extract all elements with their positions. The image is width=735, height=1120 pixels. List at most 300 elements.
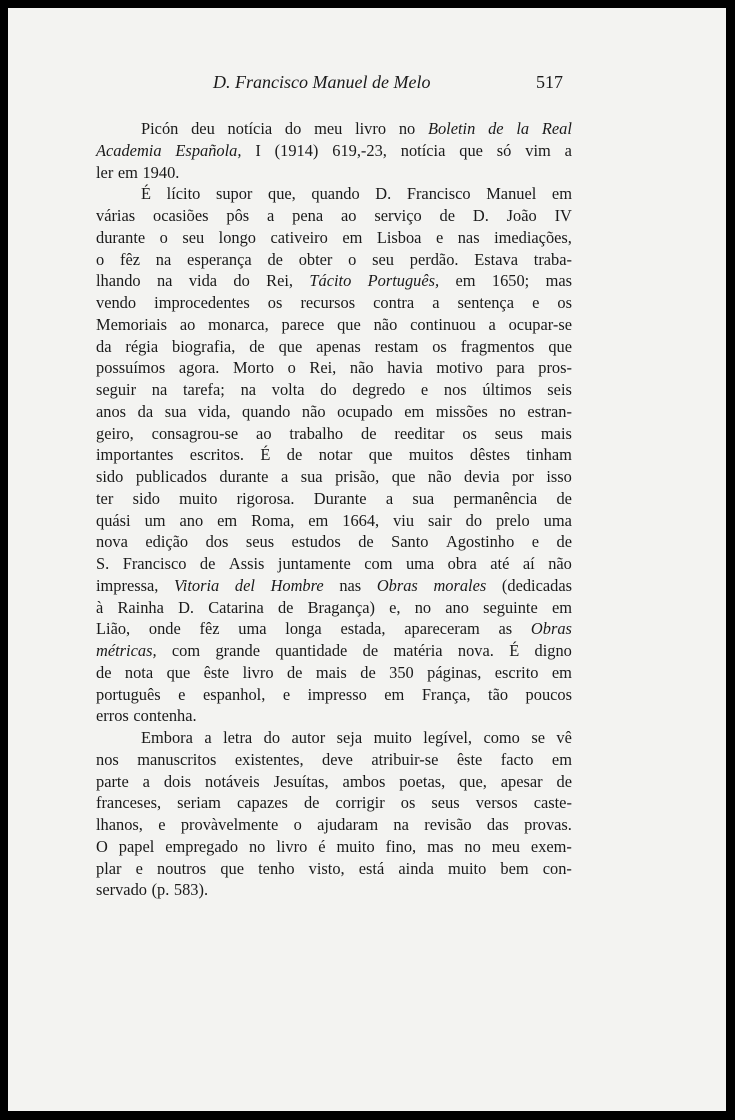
word: Português, [367, 271, 440, 291]
text-line [96, 640, 572, 662]
word: mais [540, 423, 572, 443]
word: seguir [96, 380, 137, 399]
word: na [151, 380, 168, 399]
text-line [96, 162, 572, 184]
word: lhando [96, 271, 141, 291]
word: volta [271, 380, 305, 399]
word: apesar [500, 771, 543, 791]
word: aí [522, 554, 535, 573]
word: notar [318, 445, 353, 465]
word: provàvelmente [180, 815, 279, 834]
word: durante [219, 467, 269, 486]
word: uma [543, 510, 572, 530]
word: é [318, 836, 326, 856]
text-line [96, 118, 572, 140]
text-line [96, 597, 572, 619]
word: meu [314, 119, 343, 138]
page-number: 517 [536, 72, 563, 92]
word: ocasiões [153, 206, 209, 225]
word: livro [355, 119, 387, 138]
word: França, [421, 684, 471, 704]
word: tarefa; [182, 380, 225, 399]
word: ano [445, 597, 469, 617]
word: estada, [340, 619, 386, 639]
word: vida, [198, 401, 231, 421]
word: esperança [187, 249, 252, 269]
word: Estava [474, 249, 518, 269]
word: de [556, 488, 572, 508]
text-line [96, 858, 572, 880]
word: e [532, 293, 540, 312]
word: servado [96, 880, 147, 900]
word: a [142, 771, 150, 791]
text-line [96, 553, 572, 575]
running-title: D. Francisco Manuel de Melo [213, 72, 431, 92]
word: no [398, 119, 416, 138]
word: não [548, 554, 572, 573]
word: deu [191, 119, 215, 138]
word: morales [433, 575, 487, 595]
word: caste- [533, 793, 572, 813]
word: só [496, 140, 512, 160]
word: o [159, 227, 168, 247]
word: ter [96, 488, 114, 508]
word: os [267, 293, 283, 312]
word: grande [215, 641, 261, 660]
word: monarca, [208, 314, 269, 334]
word: impressa, [96, 575, 159, 595]
word: de [96, 662, 112, 682]
word: a [267, 206, 275, 225]
word: como [483, 728, 520, 747]
word: missões [435, 401, 488, 421]
word: trabalho [289, 423, 344, 443]
text-line [96, 183, 572, 205]
word: que [368, 445, 393, 465]
word: Tácito [309, 271, 352, 291]
word: Agostinho [445, 532, 515, 552]
word: os [557, 293, 572, 312]
word: Jesuítas, [273, 771, 329, 791]
word: ocupado [337, 401, 393, 421]
word: tinham [526, 445, 572, 465]
word: em [342, 227, 363, 247]
word: quando [311, 184, 360, 204]
text-line [96, 314, 572, 336]
word: dois [163, 771, 192, 791]
word: ano [179, 510, 204, 530]
word: permanência [453, 488, 538, 508]
word: Rei, [266, 271, 294, 291]
word: seus [431, 793, 460, 813]
word: de [286, 445, 303, 465]
word: traba- [533, 249, 572, 269]
word: nota [124, 662, 154, 682]
word: É [260, 445, 271, 465]
word: Picón [141, 119, 179, 138]
word: os [462, 423, 477, 443]
word: êste [203, 662, 230, 682]
word: É [141, 184, 152, 204]
word: em [551, 184, 572, 204]
word: Morto [232, 358, 274, 378]
word: ao [340, 206, 357, 225]
book-page [8, 8, 726, 1111]
word: havia [387, 358, 423, 378]
word: um [144, 510, 166, 530]
word: poucos [525, 684, 572, 704]
text-line [96, 205, 572, 227]
word: consagrou-se [151, 423, 239, 443]
word: fêz [199, 619, 220, 639]
word: Obras [376, 575, 418, 595]
text-line [96, 336, 572, 358]
word: de [199, 554, 216, 573]
word: de [556, 532, 572, 552]
word: do [284, 119, 302, 138]
word: êste [456, 749, 483, 769]
text-line [96, 684, 572, 706]
word: da [137, 401, 154, 421]
word: sido [96, 467, 124, 486]
word: autor [291, 728, 326, 747]
word: onde [148, 619, 181, 639]
word: do [233, 271, 250, 291]
word: IV [554, 206, 572, 225]
word: capazes [236, 793, 288, 813]
word: e [158, 815, 166, 834]
word: em [404, 401, 425, 421]
word: longo [218, 227, 257, 247]
word: Embora [141, 728, 193, 747]
word: sua [300, 467, 323, 486]
text-line [96, 879, 572, 901]
word: que [278, 336, 303, 356]
word: provas. [524, 815, 572, 834]
word: juntamente [277, 554, 351, 573]
word: I [255, 140, 261, 160]
word: seriam [177, 793, 221, 813]
word: corrigir [335, 793, 385, 813]
word: seguinte [483, 597, 538, 617]
word: mais [315, 662, 347, 682]
word: D. [472, 206, 489, 225]
word: sua [164, 401, 187, 421]
text-line [96, 836, 572, 858]
word: 619,-23, [332, 140, 387, 160]
word: até [490, 554, 510, 573]
word: pena [292, 206, 324, 225]
word: o [287, 358, 296, 378]
text-line [96, 510, 572, 532]
word: importantes [96, 445, 174, 465]
word: papel [118, 836, 155, 856]
word: Rei, [309, 358, 337, 378]
word: É [509, 641, 520, 660]
word: motivo [436, 358, 483, 378]
word: (p. [151, 880, 170, 900]
word: seu [372, 249, 395, 269]
word: Santo [391, 532, 429, 552]
word: na [156, 271, 173, 291]
paragraph [96, 183, 572, 727]
word: existentes, [234, 749, 304, 769]
word: que [220, 858, 244, 878]
word: poetas, [399, 771, 446, 791]
word: nova. [457, 641, 494, 660]
word: 1664, [342, 510, 380, 530]
word: e, [389, 597, 401, 617]
word: espanhol, [202, 684, 266, 704]
word: uma [405, 554, 435, 573]
word: de [358, 532, 374, 552]
word: o [293, 815, 302, 834]
text-line [96, 227, 572, 249]
word: sua [412, 488, 435, 508]
word: se [531, 728, 545, 747]
word: rigorosa. [236, 488, 295, 508]
word: na [393, 815, 409, 834]
word: fragmentos [460, 336, 535, 356]
text-line [96, 575, 572, 597]
word: ocupar-se [508, 314, 572, 334]
word: Española, [175, 140, 242, 160]
word: vida [188, 271, 218, 291]
word: facto [500, 749, 534, 769]
word: vim [525, 140, 551, 160]
word: e [135, 858, 143, 878]
word: de [361, 423, 377, 443]
word: 1650; [491, 271, 530, 291]
word: em [551, 749, 572, 769]
word: prisão, [335, 467, 380, 486]
word: 350 [389, 662, 414, 682]
word: possuímos [96, 358, 166, 378]
word: os [400, 793, 416, 813]
word: atribuir-se [371, 749, 439, 769]
word: e [420, 380, 429, 399]
word: fino, [385, 836, 417, 856]
text-line [96, 140, 572, 162]
word: parte [96, 771, 129, 791]
word: muito [179, 488, 218, 508]
word: continuou [410, 314, 476, 334]
word: fêz [119, 249, 140, 269]
word: revisão [424, 815, 472, 834]
word: Obras [530, 619, 572, 639]
word: a [564, 140, 572, 160]
word: plar [96, 858, 122, 878]
word: vendo [96, 293, 137, 312]
word: do [263, 728, 281, 747]
word: anos [96, 401, 127, 421]
word: Lisboa [376, 227, 422, 247]
word: da [96, 336, 112, 356]
word: supor [215, 184, 253, 204]
word: recursos [300, 293, 356, 312]
text-line [96, 423, 572, 445]
word: Roma, [251, 510, 295, 530]
word: agora. [178, 358, 220, 378]
word: nos [443, 380, 467, 399]
word: quando [242, 401, 291, 421]
word: sentença [457, 293, 514, 312]
word: de [439, 206, 456, 225]
word: franceses, [96, 793, 162, 813]
word: devia [464, 467, 500, 486]
word: ainda [398, 858, 434, 878]
word: do [465, 510, 483, 530]
text-line [96, 792, 572, 814]
word: livro [242, 662, 274, 682]
word: Assis [228, 554, 265, 573]
word: geiro, [96, 423, 134, 443]
word: Lião, [96, 619, 131, 639]
word: edição [145, 532, 189, 552]
word: está [358, 858, 385, 878]
word: livro [276, 836, 308, 856]
word: imediações, [494, 227, 572, 247]
word: sido [132, 488, 160, 508]
word: Rainha [117, 597, 164, 617]
word: notícia [227, 119, 273, 138]
word: em [455, 271, 476, 291]
word: seja [336, 728, 363, 747]
word: publicados [135, 467, 207, 486]
word: degredo [352, 380, 406, 399]
word: de [277, 597, 294, 617]
word: ambos [342, 771, 386, 791]
word: D. [375, 184, 392, 204]
paragraph [96, 727, 572, 901]
word: ao [179, 314, 196, 334]
word: em [117, 162, 138, 182]
word: apenas [316, 336, 361, 356]
word: que [166, 662, 191, 682]
word: de [303, 793, 320, 813]
word: de [360, 662, 376, 682]
word: la [516, 119, 530, 138]
word: impresso [307, 684, 367, 704]
word: sair [428, 510, 452, 530]
word: Catarina [208, 597, 264, 617]
word: deve [322, 749, 353, 769]
word: seu [182, 227, 205, 247]
word: lhanos, [96, 815, 143, 834]
word: em [217, 510, 238, 530]
word: parece [281, 314, 325, 334]
text-line [96, 488, 572, 510]
word: os [432, 336, 447, 356]
word: Hombre [270, 575, 324, 595]
word: S. [96, 554, 110, 573]
word: na [240, 380, 257, 399]
word: Academia [96, 140, 162, 160]
word: tão [488, 684, 509, 704]
text-line [96, 531, 572, 553]
word: Francisco [122, 554, 187, 573]
word: erros [96, 706, 129, 726]
word: Real [541, 119, 572, 138]
word: do [320, 380, 337, 399]
word: Manuel [486, 184, 537, 204]
text-line [96, 814, 572, 836]
word: não [301, 401, 326, 421]
word: em [308, 510, 329, 530]
word: a [204, 728, 212, 747]
word: biografia, [172, 336, 236, 356]
word: meu [491, 836, 520, 856]
paragraph [96, 118, 572, 183]
word: notícia [400, 140, 446, 160]
word: uma [238, 619, 267, 639]
text-line [96, 292, 572, 314]
word: del [234, 575, 255, 595]
word: contenha. [133, 706, 197, 726]
word: as [498, 619, 513, 639]
word: empregado [165, 836, 239, 856]
word: que, [268, 184, 296, 204]
word: D. [178, 597, 195, 617]
word: Bragança) [307, 597, 375, 617]
word: de [249, 336, 265, 356]
text-line [96, 749, 572, 771]
word: notáveis [205, 771, 260, 791]
word: mas [545, 271, 572, 291]
word: que [337, 314, 361, 334]
word: no [464, 836, 481, 856]
word: letra [223, 728, 253, 747]
word: cativeiro [270, 227, 328, 247]
word: o [348, 249, 357, 269]
word: 583). [173, 880, 209, 900]
word: pros- [538, 358, 572, 378]
word: de [267, 249, 283, 269]
word: serviço [374, 206, 422, 225]
word: contra [373, 293, 415, 312]
word: por [512, 467, 534, 486]
word: não [427, 467, 452, 486]
word: pôs [226, 206, 250, 225]
page-header [8, 72, 726, 96]
word: e [282, 684, 291, 704]
word: a [488, 314, 496, 334]
word: que [459, 140, 483, 160]
word: para [496, 358, 525, 378]
word: viu [393, 510, 415, 530]
word: exem- [530, 836, 572, 856]
word: o [96, 249, 105, 269]
word: legível, [423, 728, 472, 747]
word: Francisco [406, 184, 471, 204]
word: quási [96, 510, 131, 530]
word: e [531, 532, 540, 552]
word: em [551, 662, 572, 682]
word: improcedentes [154, 293, 250, 312]
word: de [488, 119, 504, 138]
word: estudos [291, 532, 341, 552]
word: em [551, 597, 572, 617]
text-line [96, 401, 572, 423]
word: O [96, 836, 108, 856]
word: bem [500, 858, 529, 878]
word: estran- [527, 401, 572, 421]
word: quantidade [275, 641, 348, 660]
word: Durante [313, 488, 367, 508]
word: português [96, 684, 161, 704]
word: a [385, 488, 394, 508]
word: e [178, 684, 186, 704]
